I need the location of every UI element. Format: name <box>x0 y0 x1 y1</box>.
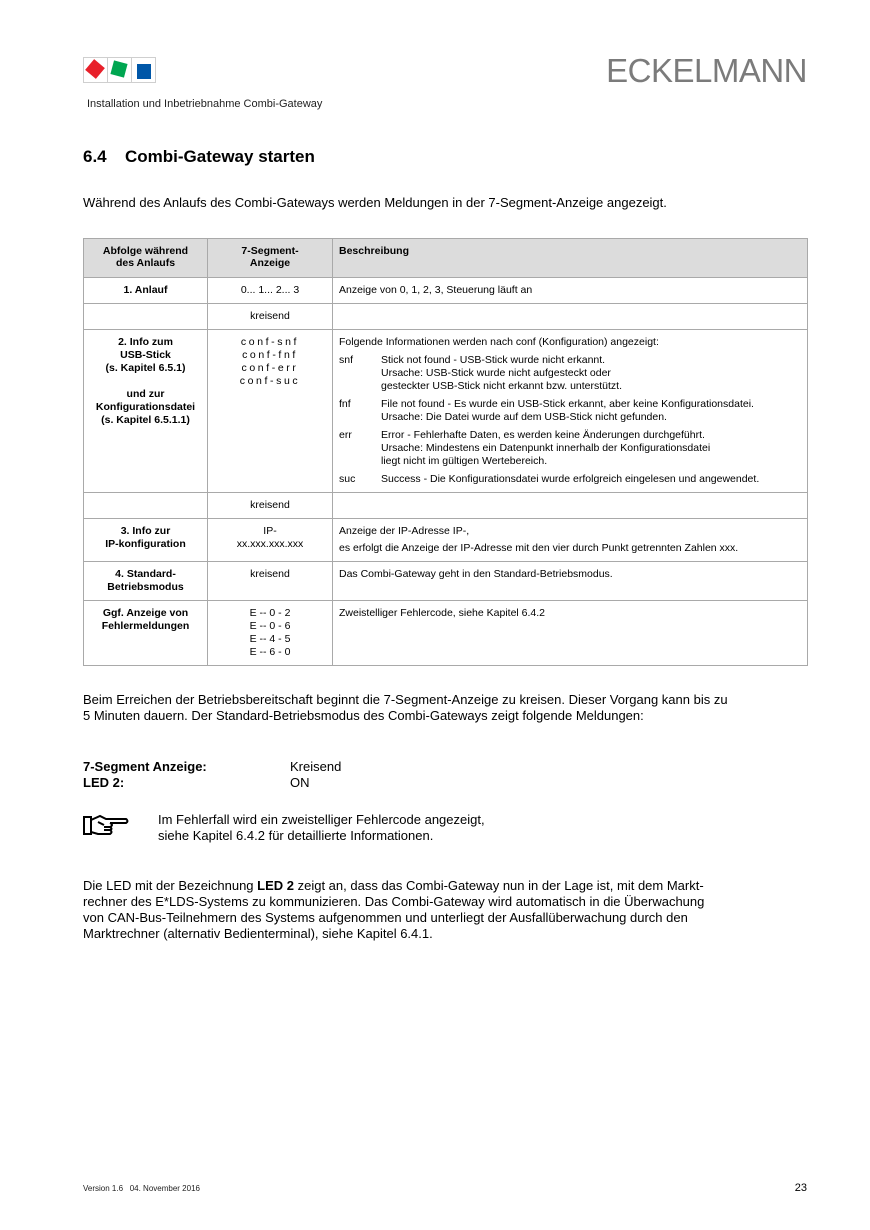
footer-version: Version 1.6 04. November 2016 <box>83 1184 200 1193</box>
table-row <box>84 519 808 562</box>
document-subtitle: Installation und Inbetriebnahme Combi-Gateway <box>87 98 323 110</box>
step-cell: 2. Info zum USB-Stick (s. Kapitel 6.5.1) und zur Konfigurationsdatei (s. Kapitel 6.5.1.1) <box>84 330 208 493</box>
red-diamond-icon <box>85 59 105 79</box>
header-sequence: Abfolge während des Anlaufs <box>84 239 208 278</box>
step-cell: Ggf. Anzeige von Fehlermeldungen <box>84 601 208 666</box>
status-item: 7-Segment Anzeige: Kreisend <box>83 759 342 774</box>
logo-red-tile <box>83 57 108 83</box>
table-row <box>84 304 808 330</box>
status-list <box>83 759 341 791</box>
step-cell <box>84 493 208 519</box>
description-cell <box>333 493 808 519</box>
section-title: Combi-Gateway starten <box>125 147 315 166</box>
table-header-row <box>84 239 808 278</box>
section-heading <box>83 147 315 167</box>
display-cell: kreisend <box>208 493 333 519</box>
step-cell <box>84 304 208 330</box>
intro-text: Während des Anlaufs des Combi-Gateways werden Meldungen in der 7-Segment-Anzeige angezeigt. <box>83 195 667 210</box>
hint-text: Im Fehlerfall wird ein zweistelliger Fehlercode angezeigt, siehe Kapitel 6.4.2 für detaillierte Informationen. <box>158 812 485 843</box>
definition-suc: suc Success - Die Konfigurationsdatei wurde erfolgreich eingelesen und angewendet. <box>339 473 760 485</box>
display-cell: conf-snf conf-fnf conf-err conf-suc <box>208 330 333 493</box>
display-cell: 0... 1... 2... 3 <box>208 278 333 304</box>
description-cell: Das Combi-Gateway geht in den Standard-Betriebsmodus. <box>333 562 808 601</box>
definition-fnf: fnf File not found - Es wurde ein USB-Stick erkannt, aber keine Konfigurationsdatei. Ursache: Die Datei wurde auf dem USB-Stick nicht gefunden. <box>339 398 754 423</box>
green-diamond-icon <box>110 60 127 77</box>
section-number: 6.4 <box>83 147 107 166</box>
header-description: Beschreibung <box>333 239 808 278</box>
status-item: LED 2: ON <box>83 775 310 790</box>
brand-name: ECKELMANN <box>606 52 807 89</box>
table-row <box>84 330 808 493</box>
description-cell: Anzeige der IP-Adresse IP-, es erfolgt die Anzeige der IP-Adresse mit den vier durch Punkt getrennten Zahlen xxx. <box>333 519 808 562</box>
description-cell: Anzeige von 0, 1, 2, 3, Steuerung läuft an <box>333 278 808 304</box>
header-display: 7-Segment- Anzeige <box>208 239 333 278</box>
table-row <box>84 562 808 601</box>
description-cell: Zweistelliger Fehlercode, siehe Kapitel 6.4.2 <box>333 601 808 666</box>
pointing-hand-icon <box>82 812 130 838</box>
readiness-paragraph: Beim Erreichen der Betriebsbereitschaft beginnt die 7-Segment-Anzeige zu kreisen. Dieser Vorgang kann bis zu 5 Minuten dauern. Der Standard-Betriebsmodus des Combi-Gateways zeigt folgende Meldungen: <box>83 692 728 723</box>
logo-blue-tile <box>132 57 156 83</box>
startup-sequence-table <box>83 238 808 666</box>
table-row <box>84 601 808 666</box>
description-cell <box>333 304 808 330</box>
page-number: 23 <box>794 1182 807 1194</box>
step-cell: 3. Info zur IP-konfiguration <box>84 519 208 562</box>
table-row <box>84 493 808 519</box>
table-row <box>84 278 808 304</box>
definition-err: err Error - Fehlerhafte Daten, es werden keine Änderungen durchgeführt. Ursache: Mindestens ein Datenpunkt innerhalb der Konfigurationsdatei liegt nicht im gültigen Wertebereich. <box>339 429 711 467</box>
display-cell: E -- 0 - 2 E -- 0 - 6 E -- 4 - 5 E -- 6 - 0 <box>208 601 333 666</box>
step-cell: 1. Anlauf <box>84 278 208 304</box>
step-cell: 4. Standard- Betriebsmodus <box>84 562 208 601</box>
display-cell: kreisend <box>208 562 333 601</box>
display-cell: IP- xx.xxx.xxx.xxx <box>208 519 333 562</box>
led-paragraph: Die LED mit der Bezeichnung LED 2 zeigt an, dass das Combi-Gateway nun in der Lage ist, mit dem Markt- rechner des E*LDS-Systems zu kommunizieren. Das Combi-Gateway wird automatisch in die Überwachung von CAN-Bus-Teilnehmern des Systems aufgenommen und unterliegt der Ausfallüberwachung durch den Marktrechner (alternativ Bedienterminal), siehe Kapitel 6.4.1. <box>83 878 705 941</box>
definition-snf: snf Stick not found - USB-Stick wurde nicht erkannt. Ursache: USB-Stick wurde nicht aufgesteckt oder gesteckter USB-Stick nicht erkannt bzw. unterstützt. <box>339 354 623 392</box>
company-logo <box>83 57 156 83</box>
display-cell: kreisend <box>208 304 333 330</box>
description-cell: Folgende Informationen werden nach conf (Konfiguration) angezeigt: snf Stick not found - USB-Stick wurde nicht erkannt. Ursache: USB-Stick wurde nicht aufgesteckt oder gesteckter USB-Stick nicht erkannt bzw. unterstützt. fnf File not found - Es wurde ein USB-Stick erkannt, aber keine Konfigurationsdatei. Ursache: Die Datei wurde auf dem USB-Stick nicht gefunden. err Error - Fehlerhafte Daten, es werden keine Änderungen durchgeführt. Ursache: Mindestens ein Datenpunkt innerhalb der Konfigurationsdatei liegt nicht im gültigen Wertebereich. suc Success - Die Konfigurationsdatei wurde erfolgreich eingelesen und angewendet. <box>333 330 808 493</box>
blue-square-icon <box>137 64 151 79</box>
logo-green-tile <box>108 57 132 83</box>
